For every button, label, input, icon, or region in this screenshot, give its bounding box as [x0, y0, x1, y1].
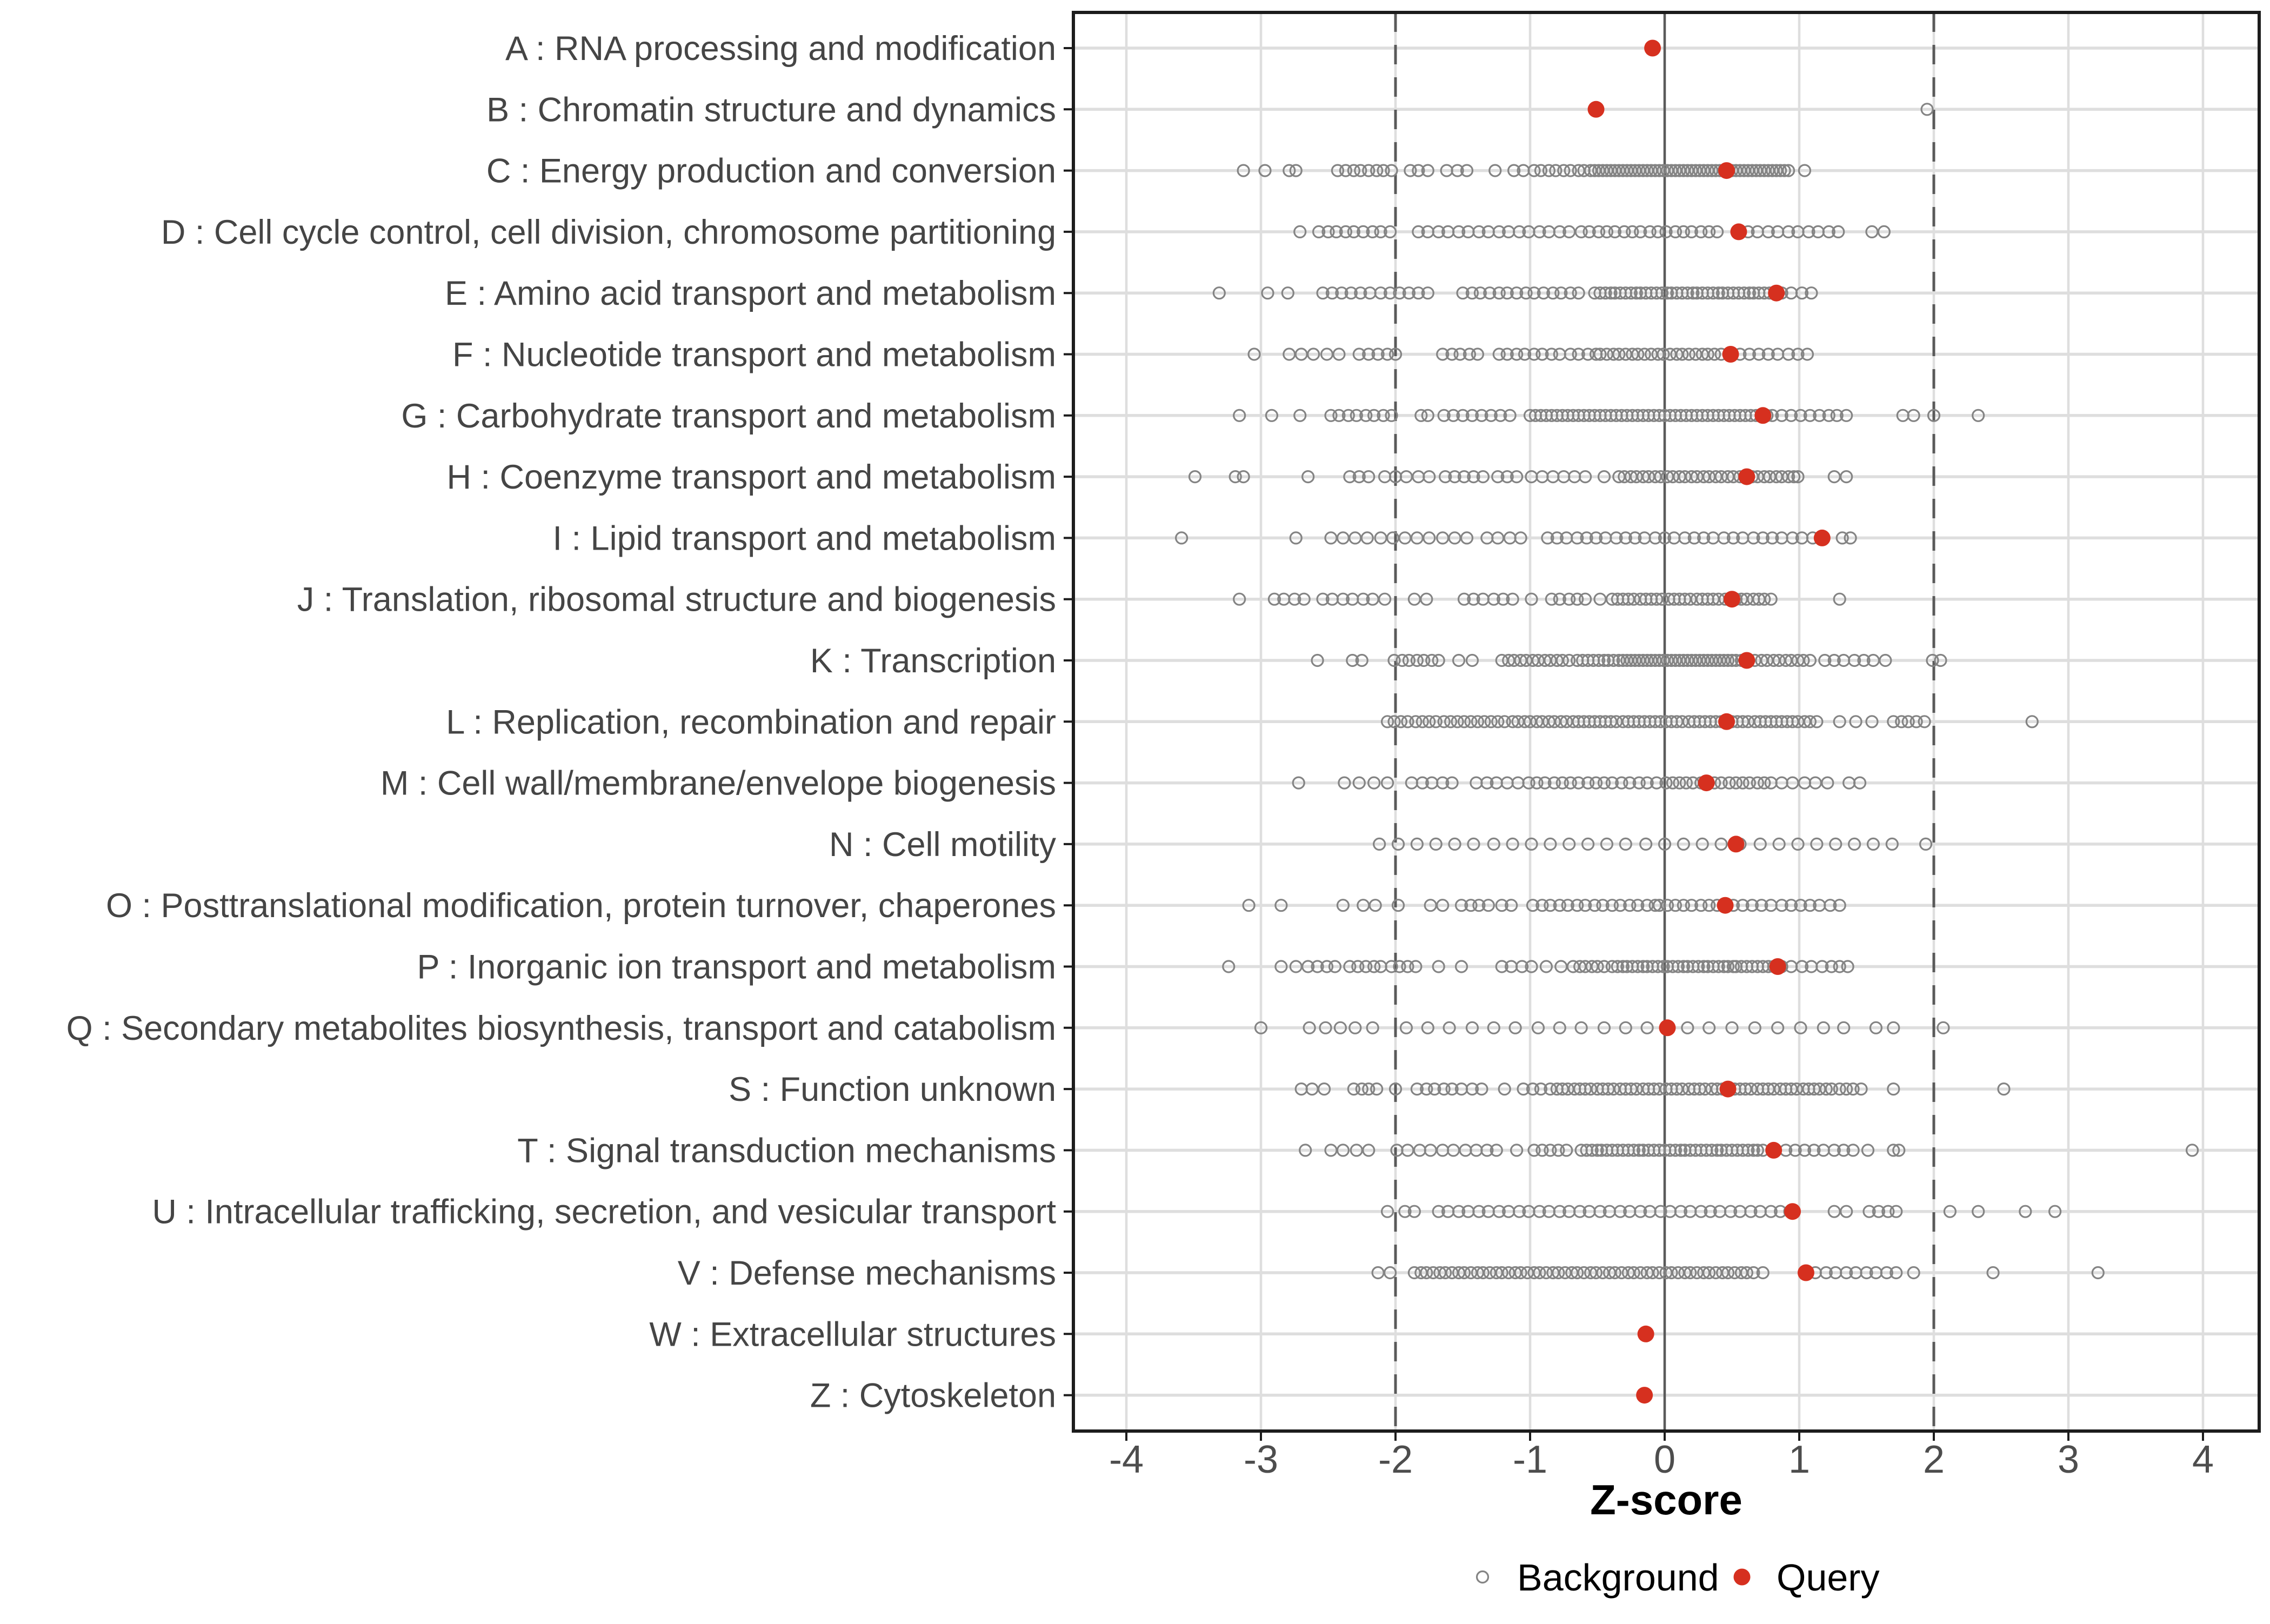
- x-tick-label: -2: [1378, 1438, 1413, 1481]
- category-label: E : Amino acid transport and metabolism: [444, 275, 1056, 313]
- query-point: [1636, 1387, 1653, 1404]
- category-label: U : Intracellular trafficking, secretion, and vesicular transport: [152, 1193, 1056, 1231]
- query-point: [1727, 836, 1744, 852]
- x-tick-label: -3: [1243, 1438, 1279, 1481]
- x-tick-label: -4: [1109, 1438, 1144, 1481]
- x-tick-label: 1: [1788, 1438, 1811, 1481]
- category-label: H : Coenzyme transport and metabolism: [446, 458, 1056, 497]
- category-label: F : Nucleotide transport and metabolism: [452, 336, 1056, 374]
- x-tick-label: 3: [2057, 1438, 2080, 1481]
- query-point: [1718, 162, 1735, 179]
- category-label: L : Replication, recombination and repair: [446, 703, 1056, 741]
- query-point: [1718, 713, 1735, 730]
- axis-ticks: [1064, 48, 2203, 1441]
- category-label: A : RNA processing and modification: [505, 30, 1056, 68]
- category-label: J : Translation, ribosomal structure and biogenesis: [297, 580, 1056, 619]
- category-label: T : Signal transduction mechanisms: [517, 1132, 1056, 1170]
- x-tick-label: 0: [1653, 1438, 1676, 1481]
- category-label: K : Transcription: [810, 642, 1056, 680]
- category-label: N : Cell motility: [829, 825, 1056, 864]
- query-point: [1698, 774, 1715, 791]
- category-label: G : Carbohydrate transport and metabolism: [401, 397, 1056, 435]
- legend-background-label: Background: [1517, 1556, 1719, 1599]
- category-label: Q : Secondary metabolites biosynthesis, transport and catabolism: [66, 1009, 1056, 1047]
- query-point: [1644, 40, 1661, 57]
- query-point: [1738, 652, 1755, 669]
- query-point: [1722, 346, 1739, 363]
- query-point: [1717, 897, 1734, 914]
- query-point: [1720, 1081, 1737, 1098]
- legend-query-marker-icon: [1734, 1569, 1751, 1586]
- category-label: B : Chromatin structure and dynamics: [486, 91, 1056, 129]
- query-point: [1638, 1326, 1654, 1342]
- category-label: S : Function unknown: [729, 1071, 1056, 1109]
- query-point: [1588, 101, 1605, 118]
- query-point: [1784, 1203, 1801, 1220]
- query-point: [1765, 1142, 1782, 1159]
- category-label: C : Energy production and conversion: [486, 152, 1056, 190]
- category-label: M : Cell wall/membrane/envelope biogenesis: [380, 764, 1056, 803]
- query-point: [1754, 407, 1771, 424]
- query-point: [1659, 1019, 1675, 1036]
- category-label: W : Extracellular structures: [649, 1315, 1056, 1354]
- x-tick-label: -1: [1512, 1438, 1548, 1481]
- query-point: [1768, 285, 1785, 302]
- legend-query-label: Query: [1777, 1556, 1880, 1599]
- x-tick-label: 2: [1922, 1438, 1945, 1481]
- category-label: I : Lipid transport and metabolism: [552, 519, 1056, 558]
- category-label: P : Inorganic ion transport and metabolism: [417, 948, 1056, 986]
- category-label: V : Defense mechanisms: [677, 1254, 1056, 1292]
- category-label: Z : Cytoskeleton: [810, 1376, 1056, 1415]
- query-point: [1814, 530, 1831, 546]
- axis-labels: [66, 30, 2214, 1481]
- legend-background-marker-icon: [1477, 1572, 1488, 1583]
- query-point: [1724, 591, 1740, 607]
- category-label: D : Cell cycle control, cell division, chromosome partitioning: [161, 213, 1056, 251]
- legend: [1477, 1556, 1880, 1599]
- query-point: [1730, 223, 1747, 240]
- query-point: [1798, 1265, 1814, 1281]
- query-point: [1770, 958, 1786, 975]
- x-axis-title: Z-score: [1590, 1476, 1742, 1523]
- query-point: [1738, 469, 1755, 485]
- category-label: O : Posttranslational modification, protein turnover, chaperones: [106, 887, 1056, 925]
- x-tick-label: 4: [2192, 1438, 2214, 1481]
